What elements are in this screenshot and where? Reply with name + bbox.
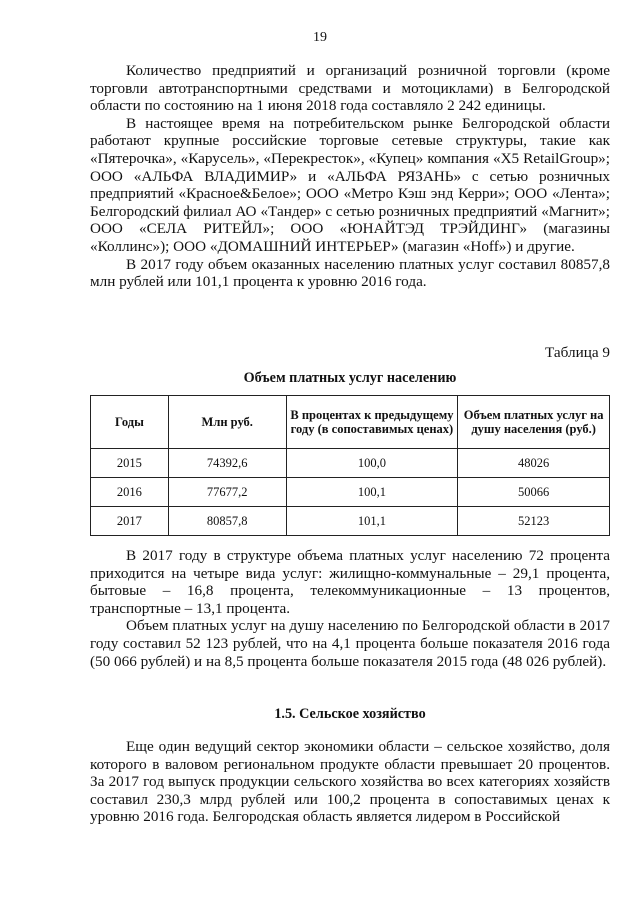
- table-cell: 52123: [458, 507, 610, 536]
- paragraph: Еще один ведущий сектор экономики области – сельское хозяйство, доля которого в валовом региональном продукте области превышает 20 процентов. За 2017 год выпуск продукции сельского хозяйства во всех категориях хозяйств составил 230,3 млрд рублей или 100,2 процента в сопоставимых ценах к уровню 2016 года. Белгородская область является лидером в Российской: [90, 738, 610, 826]
- column-header: Годы: [91, 396, 169, 449]
- column-header: Млн руб.: [168, 396, 286, 449]
- table-cell: 77677,2: [168, 478, 286, 507]
- table-cell: 2015: [91, 449, 169, 478]
- text-block-bottom: [90, 738, 610, 826]
- table-cell: 74392,6: [168, 449, 286, 478]
- table-cell: 48026: [458, 449, 610, 478]
- section-heading: 1.5. Сельское хозяйство: [274, 706, 426, 722]
- table-row: [91, 478, 610, 507]
- table-cell: 100,1: [286, 478, 458, 507]
- text-block-middle: [90, 547, 610, 670]
- column-header: В процентах к предыдущему году (в сопоставимых ценах): [286, 396, 458, 449]
- paragraph: Объем платных услуг на душу населению по Белгородской области в 2017 году составил 52 123 рублей, что на 4,1 процента больше показателя 2016 года (50 066 рублей) и на 8,5 процента больше показателя 2015 года (48 026 рублей).: [90, 617, 610, 670]
- paragraph: В настоящее время на потребительском рынке Белгородской области работают крупные российские торговые сетевые структуры, такие как «Пятерочка», «Карусель», «Перекресток», «Купец» компания «X5 RetailGroup»; ООО «АЛЬФА ВЛАДИМИР» и «АЛЬФА РЯЗАНЬ» с сетью розничных предприятий «Красное&Белое»; ООО «Метро Кэш энд Керри»; ООО «Лента»; Белгородский филиал АО «Тандер» с сетью розничных предприятий «Магнит»; ООО «СЕЛА РИТЕЙЛ»; ООО «ЮНАЙТЭД ТРЭЙДИНГ» (магазины «Коллинс»); ООО «ДОМАШНИЙ ИНТЕРЬЕР» (магазин «Hoff») и другие.: [90, 114, 610, 255]
- paragraph: Количество предприятий и организаций розничной торговли (кроме торговли автотранспортными средствами и мотоциклами) в Белгородской области по состоянию на 1 июня 2018 года составляло 2 242 единицы.: [90, 62, 610, 115]
- table-cell: 80857,8: [168, 507, 286, 536]
- paid-services-table: [90, 395, 610, 536]
- column-header: Объем платных услуг на душу населения (руб.): [458, 396, 610, 449]
- table-cell: 2016: [91, 478, 169, 507]
- paragraph: В 2017 году объем оказанных населению платных услуг составил 80857,8 млн рублей или 101,1 процента к уровню 2016 года.: [90, 255, 610, 291]
- table-title: Объем платных услуг населению: [243, 370, 457, 386]
- table-cell: 2017: [91, 507, 169, 536]
- table-cell: 50066: [458, 478, 610, 507]
- table-cell: 100,0: [286, 449, 458, 478]
- table-cell: 101,1: [286, 507, 458, 536]
- paragraph: В 2017 году в структуре объема платных услуг населению 72 процента приходится на четыре вида услуг: жилищно-коммунальные – 29,1 процента, бытовые – 16,8 процента, телекоммуникационные – 13 процентов, транспортные – 13,1 процента.: [90, 547, 610, 617]
- page-number: 19: [313, 30, 327, 45]
- table-row: [91, 449, 610, 478]
- table-header-row: [91, 396, 610, 449]
- text-block-top: [90, 62, 610, 291]
- table-label: Таблица 9: [545, 344, 610, 361]
- table-row: [91, 507, 610, 536]
